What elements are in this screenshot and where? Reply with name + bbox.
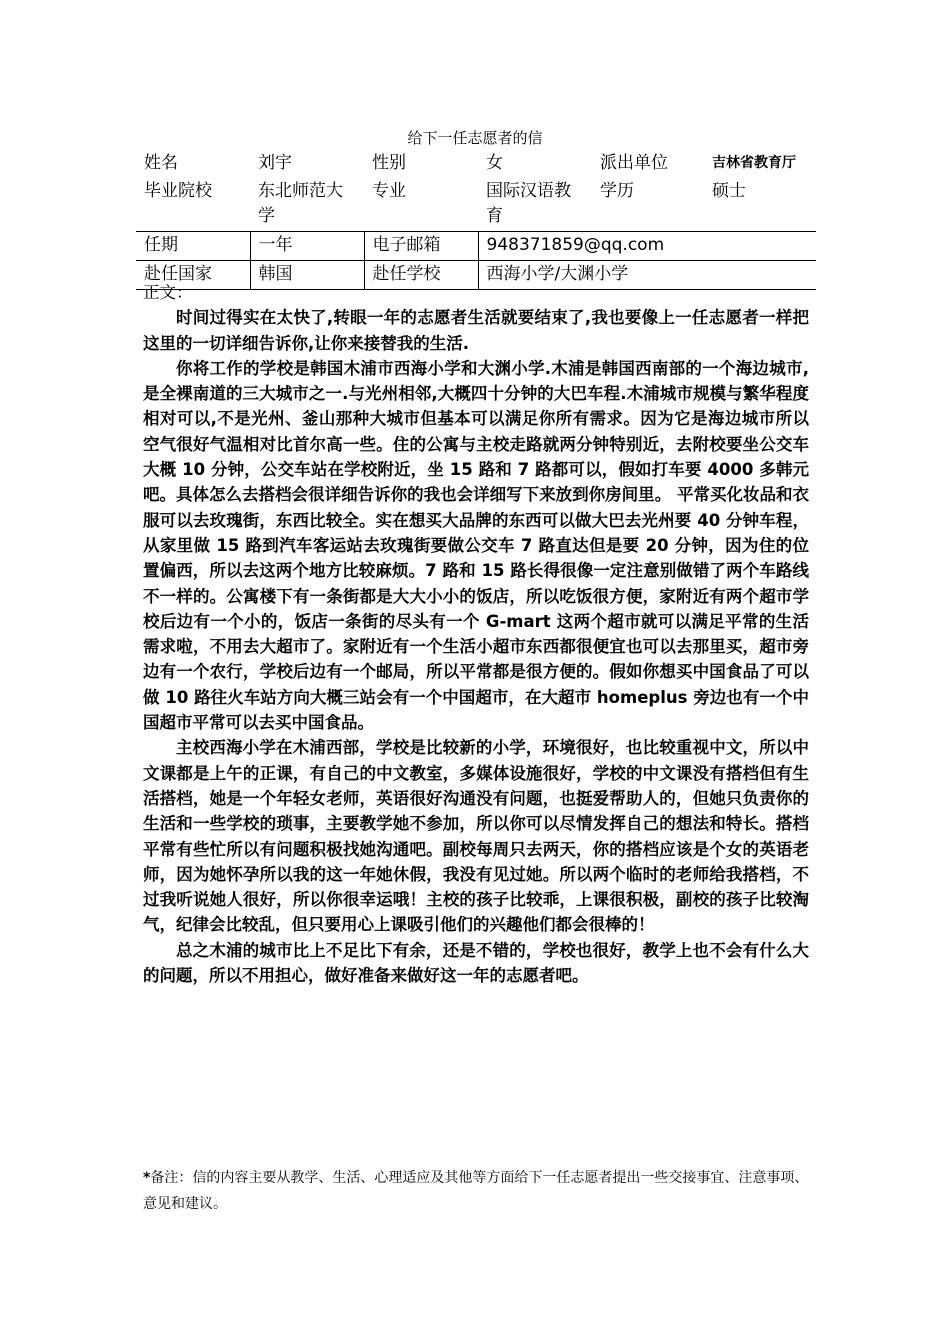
value-term: 一年 [250,232,364,261]
value-name: 刘宇 [258,153,292,173]
footnote-mark: * [143,1170,151,1186]
label-school: 毕业院校 [144,181,212,201]
footnote [143,1165,809,1217]
body-label: 正文： [143,283,193,302]
value-gender: 女 [486,153,503,173]
value-major: 国际汉语教育 [486,181,571,226]
value-school: 东北师范大学 [258,181,343,226]
label-term: 任期 [136,232,250,261]
label-assigned-school: 赴任学校 [364,261,478,290]
label-degree: 学历 [600,181,634,201]
value-assigned-school: 西海小学/大渊小学 [478,261,816,290]
paragraph: 时间过得实在太快了,转眼一年的志愿者生活就要结束了,我也要像上一任志愿者一样把这里的一切详细告诉你,让你来接替我的生活. [143,308,809,353]
paragraph: 你将工作的学校是韩国木浦市西海小学和大渊小学.木浦是韩国西南部的一个海边城市,是全裸南道的三大城市之一.与光州相邻,大概四十分钟的大巴车程.木浦城市规模与繁华程度相对可以,不是光州、釜山那种大城市但基本可以满足你所有需求。因为它是海边城市所以空气很好气温相对比首尔高一些。住的公寓与主校走路就两分钟特别近，去附校要坐公交车大概 10 分钟，公交车站在学校附近，坐 15 路和 7 路都可以，假如打车要 4000 多韩元吧。具体怎么去搭档会很详细告诉你的我也会详细写下来放到你房间里。 平常买化妆品和衣服可以去玫瑰街，东西比较全。实在想买大品牌的东西可以做大巴去光州要 40 分钟车程，从家里做 15 路到汽车客运站去玫瑰街要做公交车 7 路直达但是要 20 分钟，因为住的位置偏西，所以去这两个地方比较麻烦。7 路和 15 路长得很像一定注意别做错了两个车路线不一样的。公寓楼下有一条街都是大大小小的饭店，所以吃饭很方便，家附近有两个超市学校后边有一个小的，饭店一条街的尽头有一个 G-mart 这两个超市就可以满足平常的生活需求啦，不用去大超市了。家附近有一个生活小超市东西都很便宜也可以去那里买，超市旁边有一个农行，学校后边有一个邮局，所以平常都是很方便的。假如你想买中国食品了可以做 10 路往火车站方向大概三站会有一个中国超市，在大超市 homeplus 旁边也有一个中国超市平常可以去买中国食品。 [143,358,809,733]
value-email: 948371859@qq.com [478,232,816,261]
info-table [136,150,816,290]
page-title: 给下一任志愿者的信 [407,129,543,147]
table-row [136,232,816,261]
label-name: 姓名 [144,153,178,173]
label-major: 专业 [372,181,406,201]
label-country: 赴任国家 [136,261,250,290]
value-country: 韩国 [250,261,364,290]
letter-body [143,280,809,988]
paragraph: 主校西海小学在木浦西部，学校是比较新的小学，环境很好，也比较重视中文，所以中文课都是上午的正课，有自己的中文教室，多媒体设施很好，学校的中文课没有搭档但有生活搭档，她是一个年轻女老师，英语很好沟通没有问题，也挺爱帮助人的，但她只负责你的生活和一些学校的琐事，主要教学她不参加，所以你可以尽情发挥自己的想法和特长。搭档平常有些忙所以有问题积极找她沟通吧。副校每周只去两天，你的搭档应该是个女的英语老师，因为她怀孕所以我的这一年她休假，我没有见过她。所以两个临时的老师给我搭档，不过我听说她人很好，所以你很幸运哦！主校的孩子比较乖，上课很积极，副校的孩子比较淘气，纪律会比较乱，但只要用心上课吸引他们的兴趣他们都会很棒的！ [143,738,809,935]
table-row [136,150,816,178]
footnote-text: 备注：信的内容主要从教学、生活、心理适应及其他等方面给下一任志愿者提出一些交接事宜、注意事项、意见和建议。 [143,1170,809,1212]
value-dispatch-unit: 吉林省教育厅 [712,155,796,171]
value-degree: 硕士 [712,181,746,201]
label-dispatch-unit: 派出单位 [600,153,668,173]
paragraph: 总之木浦的城市比上不足比下有余，还是不错的，学校也很好，教学上也不会有什么大的问题，所以不用担心，做好准备来做好这一年的志愿者吧。 [143,940,809,986]
label-gender: 性别 [372,153,406,173]
table-row [136,178,816,232]
label-email: 电子邮箱 [364,232,478,261]
